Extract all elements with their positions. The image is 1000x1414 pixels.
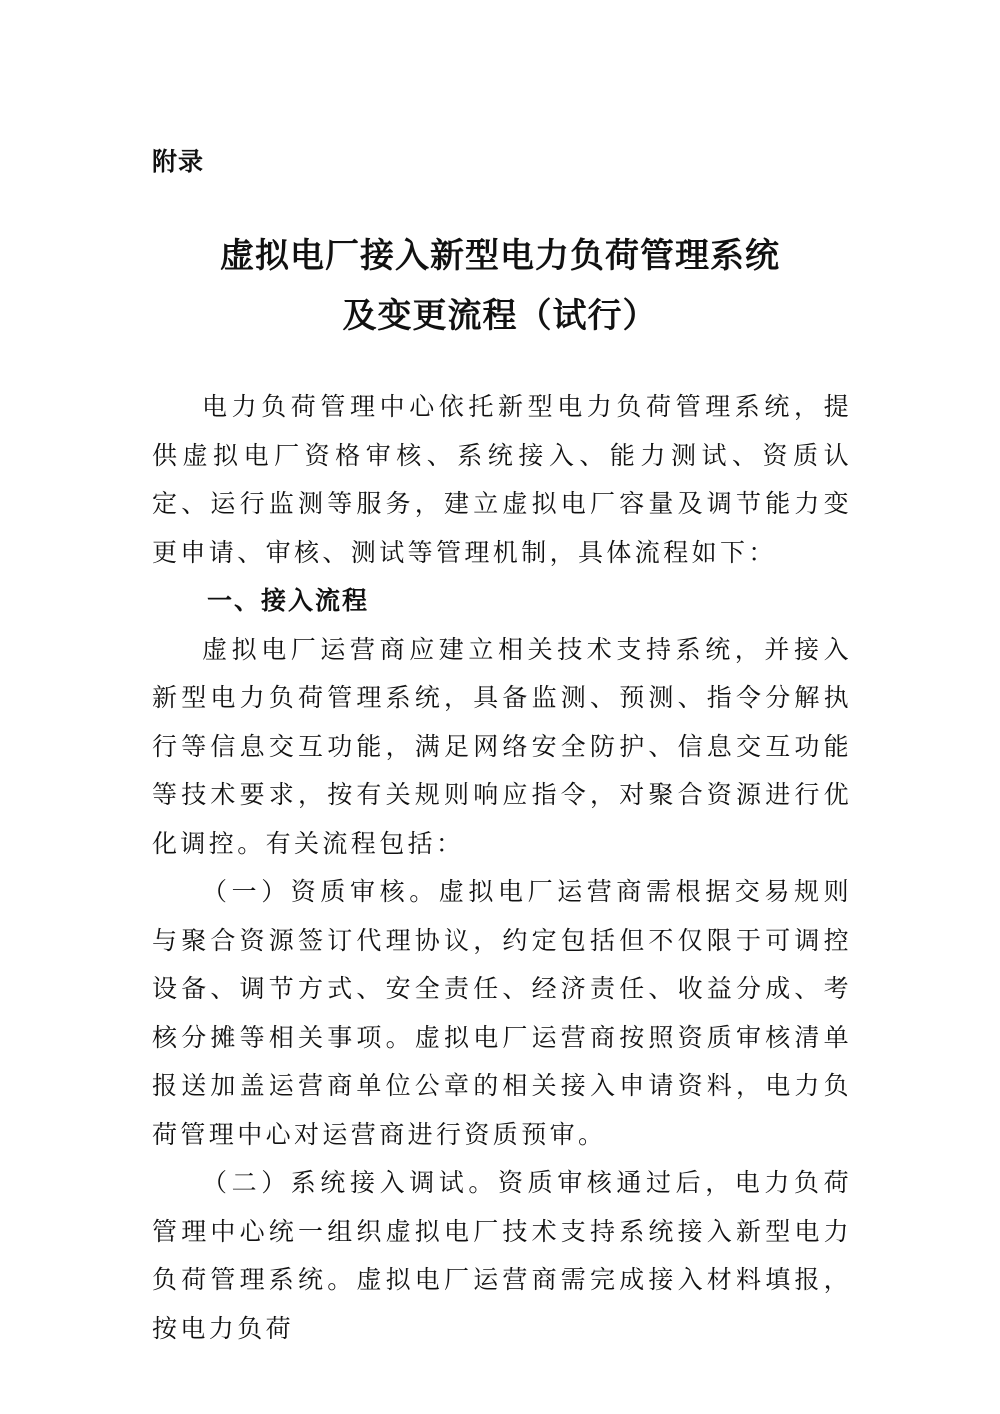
document-body bbox=[152, 383, 852, 1353]
section-heading-access-process: 一、接入流程 bbox=[207, 586, 370, 615]
system-access-debug-paragraph: （二）系统接入调试。资质审核通过后，电力负荷管理中心统一组织虚拟电厂技术支持系统接入新型电力负荷管理系统。虚拟电厂运营商需完成接入材料填报，按电力负荷 bbox=[152, 1168, 852, 1343]
appendix-label: 附录 bbox=[152, 147, 205, 176]
intro-paragraph: 电力负荷管理中心依托新型电力负荷管理系统，提供虚拟电厂资格审核、系统接入、能力测试、资质认定、运行监测等服务，建立虚拟电厂容量及调节能力变更申请、审核、测试等管理机制，具体流程如下： bbox=[152, 392, 852, 567]
document-title bbox=[150, 226, 850, 346]
title-line-2: 及变更流程（试行） bbox=[342, 296, 658, 336]
qualification-review-paragraph: （一）资质审核。虚拟电厂运营商需根据交易规则与聚合资源签订代理协议，约定包括但不仅限于可调控设备、调节方式、安全责任、经济责任、收益分成、考核分摊等相关事项。虚拟电厂运营商按照资质审核清单报送加盖运营商单位公章的相关接入申请资料，电力负荷管理中心对运营商进行资质预审。 bbox=[152, 877, 852, 1149]
title-line-1: 虚拟电厂接入新型电力负荷管理系统 bbox=[220, 236, 780, 276]
access-process-paragraph: 虚拟电厂运营商应建立相关技术支持系统，并接入新型电力负荷管理系统，具备监测、预测、指令分解执行等信息交互功能，满足网络安全防护、信息交互功能等技术要求，按有关规则响应指令，对聚合资源进行优化调控。有关流程包括： bbox=[152, 634, 852, 858]
